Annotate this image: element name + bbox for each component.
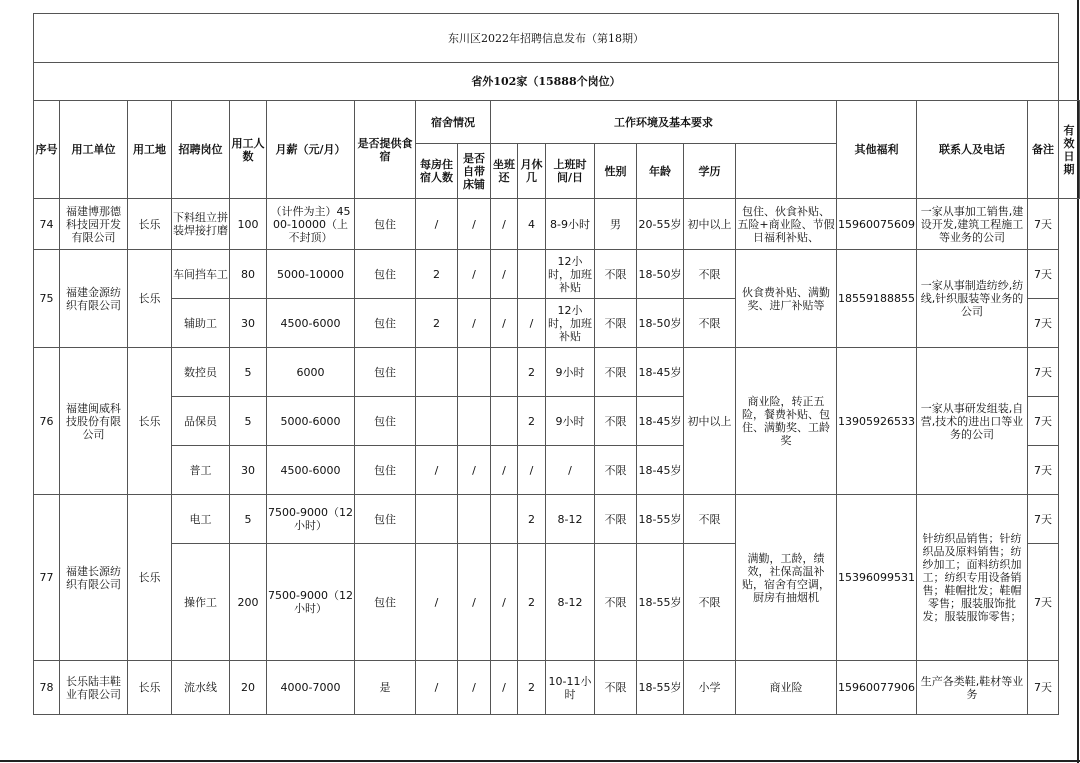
cell-gender: 男 [595,199,637,250]
cell-meals: 包住 [355,544,416,661]
header-dorm-bed: 是否自带床铺 [458,144,491,199]
cell-dorm-per-room [416,348,458,397]
cell-dorm-per-room [416,495,458,544]
cell-age: 18-50岁 [637,250,684,299]
header-remarks: 备注 [1028,101,1059,199]
cell-dorm-per-room: / [416,544,458,661]
cell-validity: 7天 [1028,661,1059,715]
cell-meals: 包住 [355,446,416,495]
cell-position: 数控员 [172,348,230,397]
header-age: 年龄 [637,144,684,199]
cell-contact: 15960077906 [837,661,917,715]
cell-salary: 7500-9000（12小时） [267,495,355,544]
cell-benefits: 伙食费补贴、满勤奖、进厂补贴等 [736,250,837,348]
cell-salary: （计件为主）4500-10000（上不封顶） [267,199,355,250]
header-sitting: 坐班还 [491,144,518,199]
cell-position: 品保员 [172,397,230,446]
cell-dorm-bed: / [458,250,491,299]
cell-location: 长乐 [128,250,172,348]
cell-rest-days: 2 [518,544,546,661]
cell-benefits: 商业险 [736,661,837,715]
cell-remarks: 一家从事加工销售,建设开发,建筑工程施工等业务的公司 [917,199,1028,250]
cell-salary: 4500-6000 [267,446,355,495]
cell-benefits: 满勤，工龄，绩效，社保高温补贴，宿舍有空调，厨房有抽烟机 [736,495,837,661]
table-row [34,199,1080,250]
cell-position: 流水线 [172,661,230,715]
header-education: 学历 [684,144,736,199]
cell-seq: 77 [34,495,60,661]
cell-sitting: / [491,299,518,348]
cell-salary: 4500-6000 [267,299,355,348]
header-meals: 是否提供食宿 [355,101,416,199]
header-location: 用工地 [128,101,172,199]
cell-position: 操作工 [172,544,230,661]
cell-hours: 12小时，加班补贴 [546,250,595,299]
cell-education: 初中以上 [684,199,736,250]
cell-count: 80 [230,250,267,299]
cell-company: 福建金源纺织有限公司 [60,250,128,348]
page-title: 东川区2022年招聘信息发布（第18期） [34,14,1059,63]
cell-age: 18-45岁 [637,348,684,397]
cell-age: 18-45岁 [637,397,684,446]
cell-company: 福建闽威科技股份有限公司 [60,348,128,495]
header-salary: 月薪（元/月） [267,101,355,199]
table-row [34,250,1080,299]
cell-contact: 18559188855 [837,250,917,348]
cell-count: 20 [230,661,267,715]
cell-position: 辅助工 [172,299,230,348]
header-count: 用工人数 [230,101,267,199]
cell-salary: 7500-9000（12小时） [267,544,355,661]
page-subtitle: 省外102家（15888个岗位） [34,63,1059,101]
cell-gender: 不限 [595,495,637,544]
cell-sitting [491,397,518,446]
cell-position: 下料组立拼装焊接打磨 [172,199,230,250]
cell-position: 电工 [172,495,230,544]
cell-salary: 6000 [267,348,355,397]
cell-company: 福建长源纺织有限公司 [60,495,128,661]
cell-gender: 不限 [595,544,637,661]
cell-meals: 是 [355,661,416,715]
cell-benefits: 商业险，转正五险，餐费补贴、包住、满勤奖、工龄奖 [736,348,837,495]
table-row [34,495,1080,544]
cell-seq: 74 [34,199,60,250]
cell-sitting: / [491,661,518,715]
table-row [34,348,1080,397]
cell-dorm-bed: / [458,544,491,661]
cell-dorm-bed: / [458,299,491,348]
cell-age: 20-55岁 [637,199,684,250]
table-row [34,661,1080,715]
cell-rest-days: 2 [518,495,546,544]
cell-dorm-per-room: 2 [416,250,458,299]
cell-validity: 7天 [1028,299,1059,348]
header-validity: 有效日期 [1059,101,1080,199]
cell-validity: 7天 [1028,348,1059,397]
cell-dorm-per-room: 2 [416,299,458,348]
cell-dorm-bed: / [458,199,491,250]
cell-count: 5 [230,397,267,446]
cell-hours: 10-11小时 [546,661,595,715]
cell-sitting [491,348,518,397]
cell-education: 不限 [684,544,736,661]
cell-count: 5 [230,348,267,397]
cell-company: 长乐陆丰鞋业有限公司 [60,661,128,715]
cell-hours: 8-12 [546,495,595,544]
cell-contact: 15960075609 [837,199,917,250]
header-dorm-group: 宿舍情况 [416,101,491,144]
header-gender: 性别 [595,144,637,199]
cell-hours: / [546,446,595,495]
cell-validity: 7天 [1028,250,1059,299]
cell-age: 18-55岁 [637,544,684,661]
cell-remarks: 针纺织品销售；针纺织品及原料销售；纺纱加工；面料纺织加工；纺织专用设备销售；鞋帽批发；鞋帽零售；服装服饰批发；服装服饰零售； [917,495,1028,661]
cell-age: 18-50岁 [637,299,684,348]
cell-contact: 13905926533 [837,348,917,495]
cell-gender: 不限 [595,397,637,446]
cell-seq: 75 [34,250,60,348]
cell-meals: 包住 [355,348,416,397]
header-dorm-per-room: 每房住宿人数 [416,144,458,199]
cell-education: 小学 [684,661,736,715]
cell-validity: 7天 [1028,397,1059,446]
header-company: 用工单位 [60,101,128,199]
cell-salary: 5000-10000 [267,250,355,299]
cell-count: 200 [230,544,267,661]
cell-company: 福建博那德科技园开发有限公司 [60,199,128,250]
cell-rest-days: 2 [518,348,546,397]
cell-meals: 包住 [355,250,416,299]
cell-hours: 9小时 [546,397,595,446]
cell-gender: 不限 [595,299,637,348]
cell-education: 初中以上 [684,348,736,495]
cell-count: 30 [230,299,267,348]
cell-education: 不限 [684,299,736,348]
cell-rest-days: 2 [518,397,546,446]
cell-sitting [491,495,518,544]
header-benefits: 其他福利 [837,101,917,199]
cell-dorm-per-room: / [416,199,458,250]
cell-dorm-bed: / [458,446,491,495]
cell-position: 普工 [172,446,230,495]
cell-rest-days [518,250,546,299]
cell-age: 18-45岁 [637,446,684,495]
cell-gender: 不限 [595,348,637,397]
cell-age: 18-55岁 [637,661,684,715]
cell-seq: 78 [34,661,60,715]
cell-location: 长乐 [128,495,172,661]
cell-location: 长乐 [128,348,172,495]
cell-dorm-bed [458,495,491,544]
cell-location: 长乐 [128,661,172,715]
cell-salary: 4000-7000 [267,661,355,715]
header-rest-days: 月休几 [518,144,546,199]
cell-meals: 包住 [355,397,416,446]
cell-gender: 不限 [595,446,637,495]
cell-rest-days: 4 [518,199,546,250]
header-hours: 上班时间/日 [546,144,595,199]
cell-count: 5 [230,495,267,544]
recruitment-table [33,13,1080,715]
cell-rest-days: 2 [518,661,546,715]
cell-rest-days: / [518,446,546,495]
cell-meals: 包住 [355,299,416,348]
cell-dorm-per-room: / [416,661,458,715]
page-frame-bottom [0,760,1080,762]
header-seq: 序号 [34,101,60,199]
cell-gender: 不限 [595,661,637,715]
cell-count: 100 [230,199,267,250]
cell-validity: 7天 [1028,199,1059,250]
cell-dorm-bed [458,397,491,446]
cell-sitting: / [491,199,518,250]
cell-hours: 12小时，加班补贴 [546,299,595,348]
cell-remarks: 一家从事制造纺纱,纺线,针织服装等业务的公司 [917,250,1028,348]
header-position: 招聘岗位 [172,101,230,199]
cell-dorm-bed [458,348,491,397]
cell-benefits: 包住、伙食补贴、五险+商业险、节假日福利补贴、 [736,199,837,250]
header-contact: 联系人及电话 [917,101,1028,199]
cell-position: 车间挡车工 [172,250,230,299]
cell-location: 长乐 [128,199,172,250]
cell-education: 不限 [684,495,736,544]
cell-gender: 不限 [595,250,637,299]
cell-contact: 15396099531 [837,495,917,661]
cell-count: 30 [230,446,267,495]
cell-meals: 包住 [355,495,416,544]
cell-remarks: 一家从事研发组装,自营,技术的进出口等业务的公司 [917,348,1028,495]
cell-seq: 76 [34,348,60,495]
cell-sitting: / [491,250,518,299]
cell-validity: 7天 [1028,544,1059,661]
cell-sitting: / [491,544,518,661]
cell-salary: 5000-6000 [267,397,355,446]
header-work-group: 工作环境及基本要求 [491,101,837,144]
cell-hours: 8-12 [546,544,595,661]
cell-validity: 7天 [1028,495,1059,544]
cell-rest-days: / [518,299,546,348]
cell-dorm-bed: / [458,661,491,715]
cell-validity: 7天 [1028,446,1059,495]
cell-meals: 包住 [355,199,416,250]
cell-sitting: / [491,446,518,495]
cell-age: 18-55岁 [637,495,684,544]
cell-hours: 9小时 [546,348,595,397]
cell-dorm-per-room: / [416,446,458,495]
cell-hours: 8-9小时 [546,199,595,250]
cell-remarks: 生产各类鞋,鞋材等业务 [917,661,1028,715]
cell-dorm-per-room [416,397,458,446]
cell-education: 不限 [684,250,736,299]
